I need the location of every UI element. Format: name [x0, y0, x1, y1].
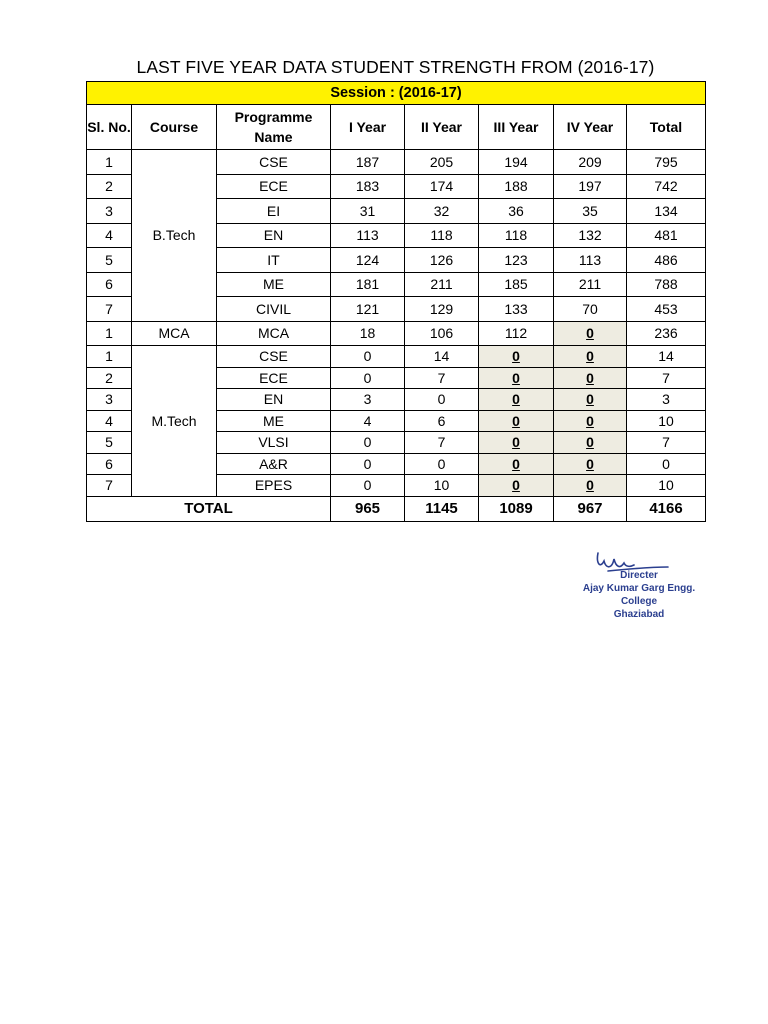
year-4-cell: 0 — [554, 432, 627, 454]
programme-cell: CSE — [217, 150, 331, 175]
year-3-cell: 194 — [479, 150, 554, 175]
year-4-cell: 0 — [554, 475, 627, 497]
year-1-cell: 187 — [331, 150, 405, 175]
header-year-3: III Year — [479, 105, 554, 150]
programme-cell: ECE — [217, 174, 331, 199]
row-serial: 3 — [87, 389, 132, 411]
header-year-2: II Year — [405, 105, 479, 150]
programme-cell: CIVIL — [217, 297, 331, 322]
totals-year-1: 965 — [331, 496, 405, 521]
year-2-cell: 14 — [405, 346, 479, 368]
mtech-section — [87, 346, 706, 497]
year-4-cell: 0 — [554, 453, 627, 475]
year-1-cell: 181 — [331, 272, 405, 297]
year-1-cell: 113 — [331, 223, 405, 248]
programme-cell: ECE — [217, 367, 331, 389]
year-2-cell: 10 — [405, 475, 479, 497]
table-row — [87, 346, 706, 368]
year-3-cell: 36 — [479, 199, 554, 224]
year-2-cell: 129 — [405, 297, 479, 322]
year-3-cell: 185 — [479, 272, 554, 297]
programme-cell: VLSI — [217, 432, 331, 454]
year-3-cell: 188 — [479, 174, 554, 199]
total-cell: 788 — [627, 272, 706, 297]
year-1-cell: 31 — [331, 199, 405, 224]
year-4-cell: 211 — [554, 272, 627, 297]
year-3-cell: 0 — [479, 410, 554, 432]
year-3-cell: 123 — [479, 248, 554, 273]
signature-line-1: Directer — [620, 570, 658, 581]
year-2-cell: 174 — [405, 174, 479, 199]
year-1-cell: 0 — [331, 453, 405, 475]
year-4-cell: 209 — [554, 150, 627, 175]
year-1-cell: 183 — [331, 174, 405, 199]
row-serial: 4 — [87, 410, 132, 432]
year-4-cell: 0 — [554, 389, 627, 411]
row-serial: 7 — [87, 475, 132, 497]
total-cell: 0 — [627, 453, 706, 475]
total-cell: 795 — [627, 150, 706, 175]
mca-section — [87, 321, 706, 346]
header-row — [87, 105, 706, 150]
total-cell: 7 — [627, 367, 706, 389]
header-course: Course — [132, 105, 217, 150]
row-serial: 5 — [87, 248, 132, 273]
year-3-cell: 112 — [479, 321, 554, 346]
totals-row — [87, 496, 706, 521]
totals-total: 4166 — [627, 496, 706, 521]
programme-cell: CSE — [217, 346, 331, 368]
year-1-cell: 124 — [331, 248, 405, 273]
total-cell: 236 — [627, 321, 706, 346]
year-2-cell: 6 — [405, 410, 479, 432]
programme-cell: EPES — [217, 475, 331, 497]
year-4-cell: 132 — [554, 223, 627, 248]
director-signature — [568, 545, 710, 620]
row-serial: 5 — [87, 432, 132, 454]
year-2-cell: 32 — [405, 199, 479, 224]
programme-cell: EI — [217, 199, 331, 224]
row-serial: 4 — [87, 223, 132, 248]
year-1-cell: 121 — [331, 297, 405, 322]
row-serial: 7 — [87, 297, 132, 322]
year-1-cell: 18 — [331, 321, 405, 346]
row-serial: 2 — [87, 367, 132, 389]
year-3-cell: 133 — [479, 297, 554, 322]
header-sl: Sl. No. — [87, 105, 132, 150]
total-cell: 14 — [627, 346, 706, 368]
row-serial: 1 — [87, 150, 132, 175]
year-3-cell: 0 — [479, 389, 554, 411]
year-4-cell: 0 — [554, 410, 627, 432]
row-serial: 1 — [87, 321, 132, 346]
year-2-cell: 106 — [405, 321, 479, 346]
year-1-cell: 3 — [331, 389, 405, 411]
total-cell: 10 — [627, 475, 706, 497]
total-cell: 134 — [627, 199, 706, 224]
session-label: Session : (2016-17) — [87, 82, 706, 105]
year-2-cell: 205 — [405, 150, 479, 175]
total-cell: 10 — [627, 410, 706, 432]
totals-year-4: 967 — [554, 496, 627, 521]
header-total: Total — [627, 105, 706, 150]
year-3-cell: 0 — [479, 432, 554, 454]
programme-cell: ME — [217, 410, 331, 432]
row-serial: 3 — [87, 199, 132, 224]
year-2-cell: 7 — [405, 432, 479, 454]
year-2-cell: 126 — [405, 248, 479, 273]
row-serial: 6 — [87, 453, 132, 475]
header-year-4: IV Year — [554, 105, 627, 150]
totals-year-2: 1145 — [405, 496, 479, 521]
year-4-cell: 0 — [554, 367, 627, 389]
total-cell: 742 — [627, 174, 706, 199]
year-1-cell: 0 — [331, 367, 405, 389]
page-title: LAST FIVE YEAR DATA STUDENT STRENGTH FROM (2016-17) — [136, 57, 655, 77]
signature-stamp — [568, 569, 710, 621]
signature-line-2: Ajay Kumar Garg Engg. College — [582, 583, 696, 607]
programme-cell: EN — [217, 389, 331, 411]
year-1-cell: 4 — [331, 410, 405, 432]
year-1-cell: 0 — [331, 346, 405, 368]
programme-cell: EN — [217, 223, 331, 248]
year-1-cell: 0 — [331, 475, 405, 497]
year-3-cell: 0 — [479, 367, 554, 389]
year-1-cell: 0 — [331, 432, 405, 454]
course-cell: B.Tech — [132, 150, 217, 322]
totals-label: TOTAL — [87, 496, 331, 521]
programme-cell: MCA — [217, 321, 331, 346]
session-row — [87, 82, 706, 105]
year-4-cell: 0 — [554, 346, 627, 368]
programme-cell: ME — [217, 272, 331, 297]
year-2-cell: 7 — [405, 367, 479, 389]
year-3-cell: 0 — [479, 475, 554, 497]
year-4-cell: 197 — [554, 174, 627, 199]
year-4-cell: 0 — [554, 321, 627, 346]
year-4-cell: 113 — [554, 248, 627, 273]
btech-section — [87, 150, 706, 322]
year-2-cell: 0 — [405, 389, 479, 411]
total-cell: 7 — [627, 432, 706, 454]
course-cell: MCA — [132, 321, 217, 346]
signature-line-3: Ghaziabad — [613, 609, 665, 620]
total-cell: 481 — [627, 223, 706, 248]
year-3-cell: 0 — [479, 346, 554, 368]
student-strength-table — [86, 81, 706, 522]
total-cell: 453 — [627, 297, 706, 322]
year-2-cell: 0 — [405, 453, 479, 475]
table-row — [87, 150, 706, 175]
row-serial: 2 — [87, 174, 132, 199]
header-programme: Programme Name — [217, 105, 331, 150]
table-row — [87, 321, 706, 346]
row-serial: 6 — [87, 272, 132, 297]
year-3-cell: 0 — [479, 453, 554, 475]
course-cell: M.Tech — [132, 346, 217, 497]
year-3-cell: 118 — [479, 223, 554, 248]
total-cell: 3 — [627, 389, 706, 411]
header-year-1: I Year — [331, 105, 405, 150]
year-2-cell: 211 — [405, 272, 479, 297]
total-cell: 486 — [627, 248, 706, 273]
programme-cell: A&R — [217, 453, 331, 475]
year-4-cell: 35 — [554, 199, 627, 224]
totals-year-3: 1089 — [479, 496, 554, 521]
row-serial: 1 — [87, 346, 132, 368]
year-4-cell: 70 — [554, 297, 627, 322]
year-2-cell: 118 — [405, 223, 479, 248]
programme-cell: IT — [217, 248, 331, 273]
